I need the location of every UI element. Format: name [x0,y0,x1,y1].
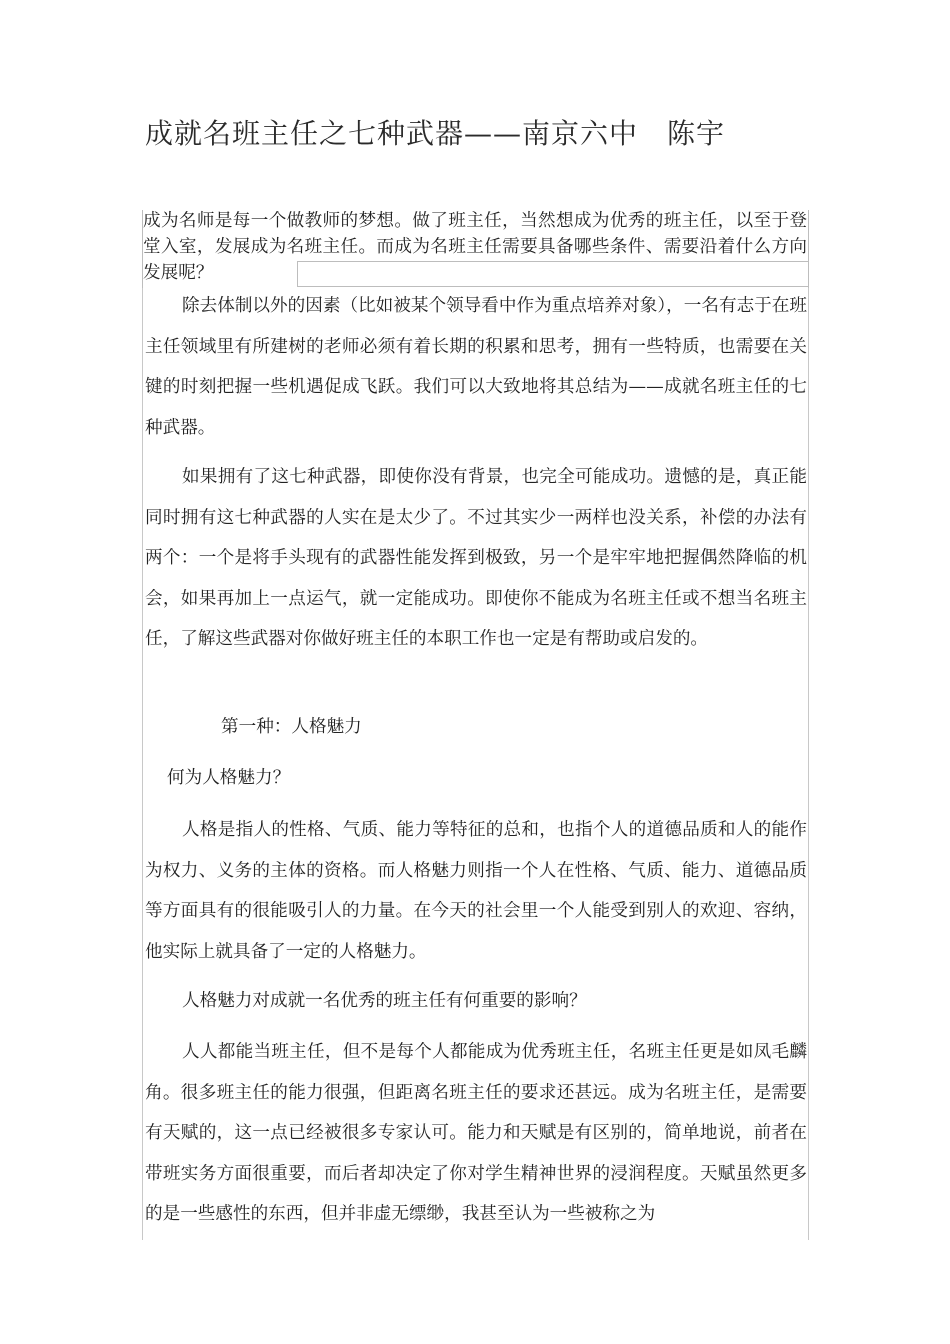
text-frame-right-border [808,288,809,1240]
question-heading-1: 何为人格魅力？ [167,768,291,788]
paragraph-1: 除去体制以外的因素（比如被某个领导看中作为重点培养对象），一名有志于在班主任领域里有所建树的老师必须有着长期的积累和思考，拥有一些特质，也需要在关键的时刻把握一些机遇促成飞跃。我们可以大致地将其总结为——成就名班主任的七种武器。 [145,296,807,438]
paragraph-3: 人格是指人的性格、气质、能力等特征的总和，也指个人的道德品质和人的能作为权力、义务的主体的资格。而人格魅力则指一个人在性格、气质、能力、道德品质等方面具有的很能吸引人的力量。在今天的社会里一个人能受到别人的欢迎、容纳，他实际上就具备了一定的人格魅力。 [145,820,807,962]
section-heading: 第一种：人格魅力 [221,717,362,737]
question-heading-2: 人格魅力对成就一名优秀的班主任有何重要的影响？ [182,991,587,1011]
page-title: 成就名班主任之七种武器——南京六中 陈宇 [145,117,726,150]
paragraph-4: 人人都能当班主任，但不是每个人都能成为优秀班主任，名班主任更是如凤毛麟角。很多班主任的能力很强，但距离名班主任的要求还甚远。成为名班主任，是需要有天赋的，这一点已经被很多专家认可。能力和天赋是有区别的，简单地说，前者在带班实务方面很重要，而后者却决定了你对学生精神世界的浸润程度。天赋虽然更多的是一些感性的东西，但并非虚无缥缈，我甚至认为一些被称之为 [145,1042,807,1224]
paragraph-2: 如果拥有了这七种武器，即使你没有背景，也完全可能成功。遗憾的是，真正能同时拥有这七种武器的人实在是太少了。不过其实少一两样也没关系，补偿的办法有两个：一个是将手头现有的武器性能发挥到极致，另一个是牢牢地把握偶然降临的机会，如果再加上一点运气，就一定能成功。即使你不能成为名班主任或不想当名班主任，了解这些武器对你做好班主任的本职工作也一定是有帮助或启发的。 [145,467,807,649]
intro-paragraph: 成为名师是每一个做教师的梦想。做了班主任，当然想成为优秀的班主任，以至于登堂入室，发展成为名班主任。而成为名班主任需要具备哪些条件、需要沿着什么方向发展呢？ [143,211,807,283]
text-frame-left-border [142,288,143,1240]
